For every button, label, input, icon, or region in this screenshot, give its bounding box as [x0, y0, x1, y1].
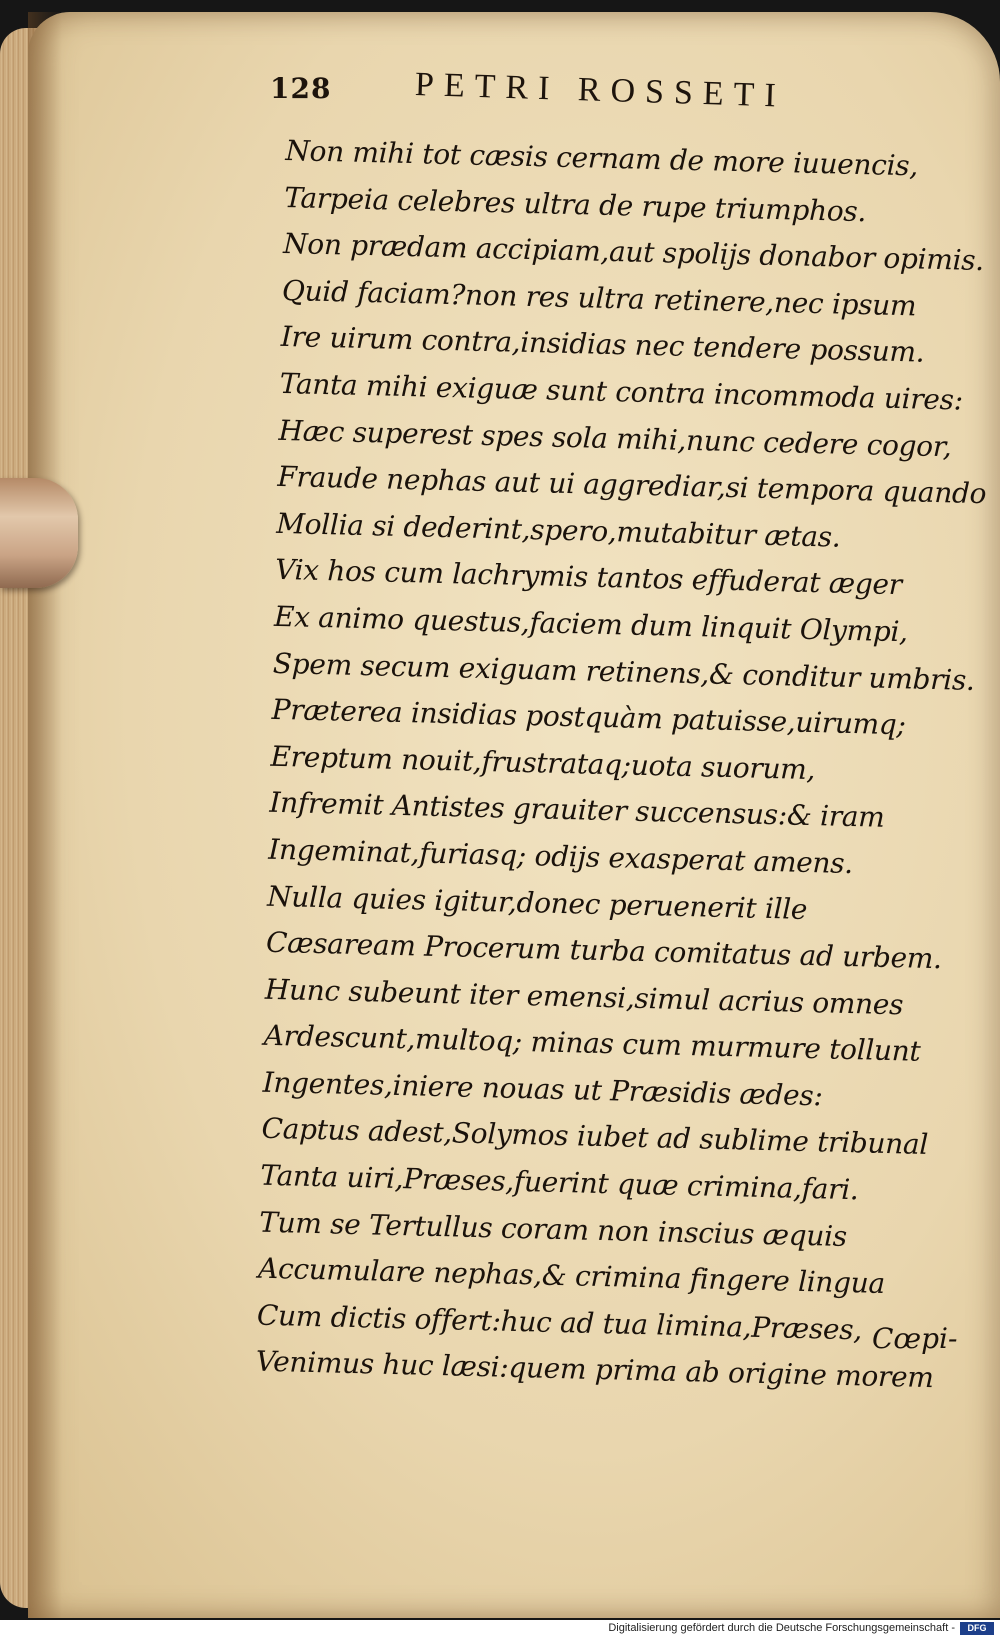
verse-line-4: Quid faciam?non res ultra retinere,nec ipsum — [281, 273, 917, 323]
running-head: PETRI ROSSETI — [414, 66, 787, 115]
verse-line-16: Ingeminat,furiasq; odijs exasperat amens. — [267, 832, 854, 880]
verse-line-22: Captus adest,Solymos iubet ad sublime tribunal — [261, 1112, 929, 1162]
verse-line-3: Non prædam accipiam,aut spolijs donabor opimis. — [282, 227, 985, 278]
catchword: Cœpi- — [872, 1322, 958, 1355]
verse-line-11: Ex animo questus,faciem dum linquit Olympi, — [273, 599, 909, 649]
verse-line-12: Spem secum exiguam retinens,& conditur umbris. — [272, 646, 976, 697]
verse-line-2: Tarpeia celebres ultra de rupe triumphos. — [283, 180, 867, 228]
verse-line-1: Non mihi tot cæsis cernam de more iuuencis, — [285, 133, 919, 183]
verse-line-26: Cum dictis offert:huc ad tua limina,Præses, — [256, 1298, 863, 1347]
digitization-credit: Digitalisierung gefördert durch die Deutsche Forschungsgemeinschaft - — [608, 1622, 955, 1634]
bookmark-ribbon — [0, 478, 78, 588]
dfg-logo: DFG — [960, 1622, 994, 1635]
verse-line-23: Tanta uiri,Præses,fuerint quæ crimina,fari. — [260, 1158, 859, 1207]
verse-line-7: Hæc superest spes sola mihi,nunc cedere cogor, — [278, 413, 952, 463]
verse-line-13: Præterea insidias postquàm patuisse,uirumq; — [271, 692, 907, 742]
verse-line-24: Tum se Tertullus coram non inscius æquis — [258, 1205, 848, 1253]
verse-line-20: Ardescunt,multoq; minas cum murmure tollunt — [263, 1019, 921, 1069]
verse-line-27: Venimus huc læsi:quem prima ab origine morem — [255, 1345, 935, 1395]
page-number: 128 — [270, 72, 332, 105]
verse-line-15: Infremit Antistes grauiter succensus:& iram — [269, 786, 885, 835]
verse-line-18: Cæsaream Procerum turba comitatus ad urbem. — [265, 925, 943, 976]
verse-line-9: Mollia si dederint,spero,mutabitur ætas. — [275, 506, 841, 554]
verse-line-5: Ire uirum contra,insidias nec tendere possum. — [280, 320, 925, 370]
verse-line-25: Accumulare nephas,& crimina fingere lingua — [257, 1251, 886, 1301]
verse-line-8: Fraude nephas aut ui aggrediar,si tempora quando — [277, 460, 987, 511]
verse-line-21: Ingentes,iniere nouas ut Præsidis ædes: — [262, 1065, 824, 1113]
verse-line-6: Tanta mihi exiguæ sunt contra incommoda uires: — [279, 366, 964, 417]
verse-line-17: Nulla quies igitur,donec peruenerit ille — [266, 879, 808, 926]
verse-line-14: Ereptum nouit,frustrataq;uota suorum, — [270, 739, 816, 786]
verse-line-10: Vix hos cum lachrymis tantos effuderat æger — [274, 553, 903, 602]
verse-line-19: Hunc subeunt iter emensi,simul acrius omnes — [264, 972, 904, 1022]
